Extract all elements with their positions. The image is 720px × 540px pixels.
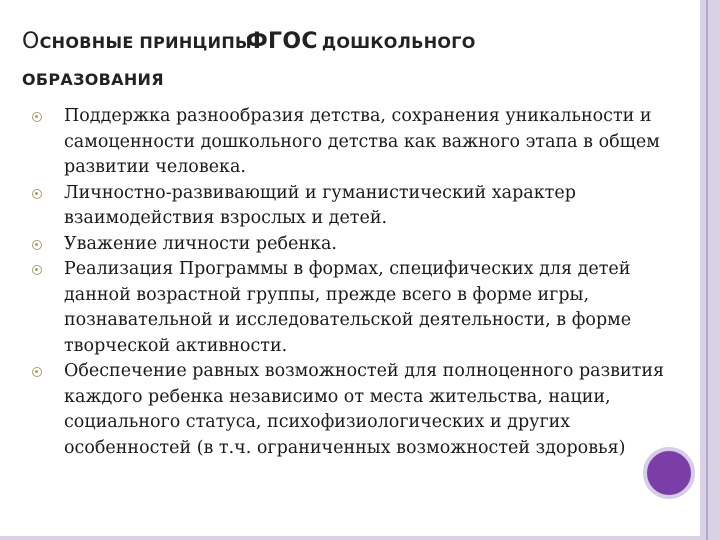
list-item — [32, 104, 682, 181]
title-principles: СНОВНЫЕ ПРИНЦИПЫ — [39, 33, 252, 52]
list-item-text: Поддержка разнообразия детства, сохранения уникальности и самоценности дошкольного детства как важного этапа в общем развитии человека. — [64, 106, 660, 177]
list-item — [32, 181, 682, 232]
right-decorative-bar — [700, 0, 720, 540]
right-decorative-line — [706, 0, 708, 540]
title-fgos: ФГОС — [245, 29, 318, 54]
bullet-marker-icon — [32, 265, 42, 275]
bullet-marker-icon — [32, 367, 42, 377]
list-item-text: Обеспечение равных возможностей для полноценного развития каждого ребенка независимо от места жительства, нации, социального статуса, психофизиологических и других особенностей (в т.ч. ограниченных возможностей здоровья) — [64, 361, 665, 458]
bottom-decorative-bar — [0, 536, 700, 540]
title-preschool: ДОШКОЛЬНОГО — [321, 33, 476, 52]
list-item — [32, 359, 682, 461]
slide-title — [22, 24, 672, 98]
list-item-text: Уважение личности ребенка. — [64, 233, 337, 254]
title-education: ОБРАЗОВАНИЯ — [22, 70, 164, 89]
list-item — [32, 232, 682, 258]
bullet-marker-icon — [32, 112, 42, 122]
bullet-marker-icon — [32, 189, 42, 199]
title-initial: О — [22, 29, 40, 54]
list-item-text: Личностно-развивающий и гуманистический характер взаимодействия взрослых и детей. — [64, 182, 576, 228]
bullet-marker-icon — [32, 240, 42, 250]
list-item-text: Реализация Программы в формах, специфических для детей данной возрастной группы, прежде всего в форме игры, познавательной и исследовательской деятельности, в форме творческой активности. — [64, 259, 632, 356]
list-item — [32, 257, 682, 359]
decorative-circle — [643, 447, 695, 499]
principles-list — [32, 104, 682, 461]
